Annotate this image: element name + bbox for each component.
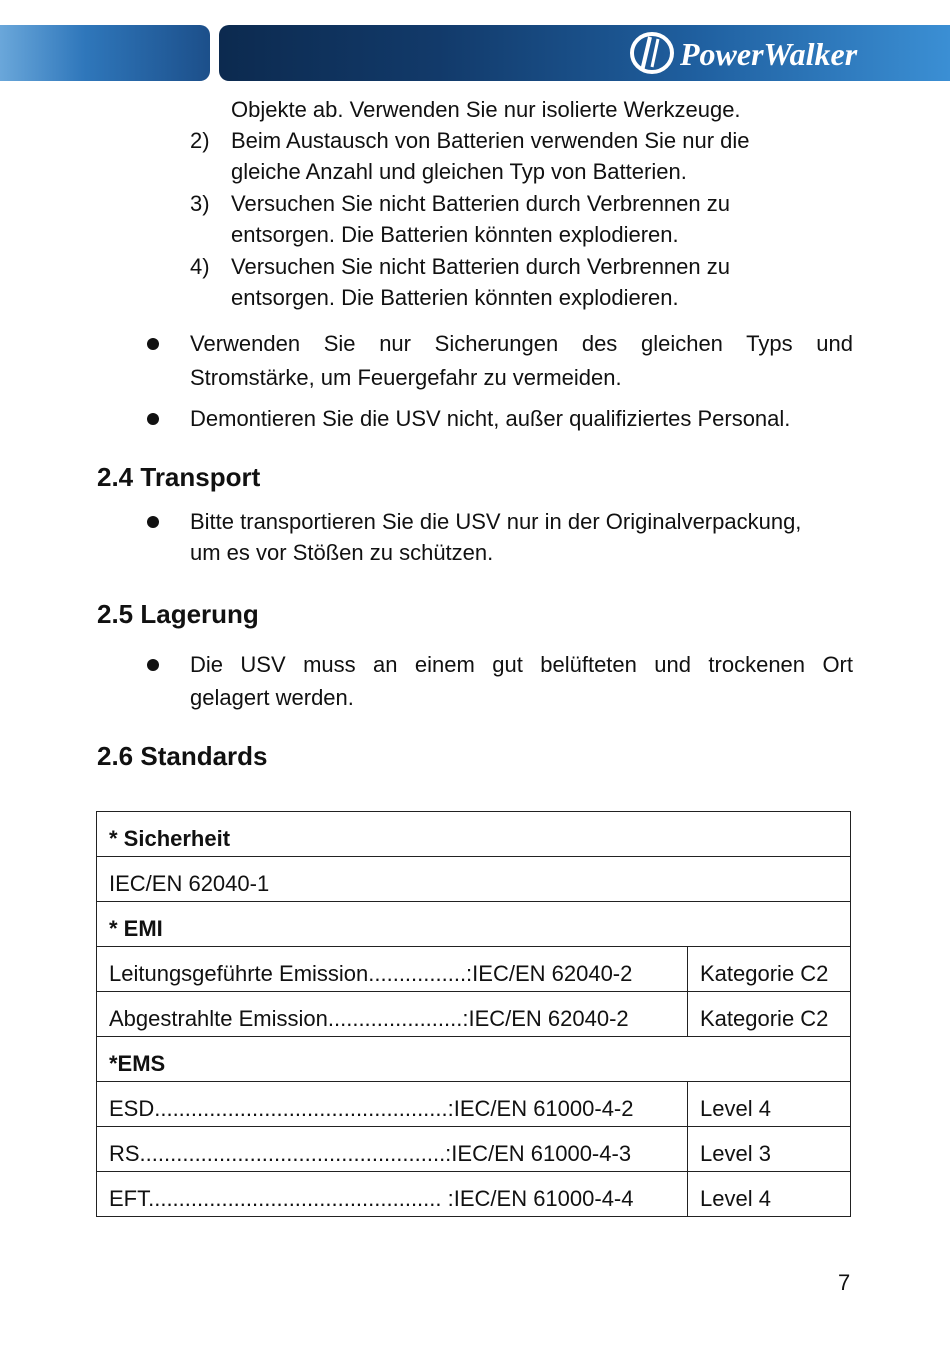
table-group-header: * Sicherheit [97,812,851,857]
section-heading-transport: 2.4 Transport [97,462,261,492]
list-number: 3) [190,191,210,216]
table-cell-level: Kategorie C2 [688,992,851,1037]
bullet-icon [147,516,159,528]
table-row [97,1172,851,1217]
bullet-text-line: gelagert werden. [190,685,354,710]
powerwalker-logo [628,29,938,77]
list-item-line: Versuchen Sie nicht Batterien durch Verbrennen zu [231,191,730,216]
bullet-icon [147,413,159,425]
table-cell: IEC/EN 62040-1 [97,857,851,902]
bullet-icon [147,338,159,350]
bullet-text-line: Die USV muss an einem gut belüfteten und trockenen Ort [190,652,853,677]
bullet-text-line: Stromstärke, um Feuergefahr zu vermeiden. [190,365,622,390]
section-heading-standards: 2.6 Standards [97,741,268,771]
bullet-text-line: Bitte transportieren Sie die USV nur in der Originalverpackung, [190,509,802,534]
list-number: 2) [190,128,210,153]
page-header [0,25,950,83]
svg-text:PowerWalker: PowerWalker [680,36,858,72]
table-row [97,1082,851,1127]
list-item-line: entsorgen. Die Batterien könnten explodieren. [231,285,679,310]
header-band-left [0,25,210,81]
table-cell-standard: Leitungsgeführte Emission................:IEC/EN 62040-2 [97,947,688,992]
bullet-icon [147,659,159,671]
bullet-text-line: Verwenden Sie nur Sicherungen des gleichen Typs und [190,331,853,356]
table-cell-level: Kategorie C2 [688,947,851,992]
table-row [97,992,851,1037]
table-group-header: *EMS [97,1037,851,1082]
list-continuation-line: Objekte ab. Verwenden Sie nur isolierte Werkzeuge. [231,97,741,122]
table-group-header: * EMI [97,902,851,947]
list-item-line: Versuchen Sie nicht Batterien durch Verbrennen zu [231,254,730,279]
table-cell-standard: EFT................................................ :IEC/EN 61000-4-4 [97,1172,688,1217]
bullet-text-line: um es vor Stößen zu schützen. [190,540,494,565]
list-item-line: Beim Austausch von Batterien verwenden Sie nur die [231,128,750,153]
bullet-text-line: Demontieren Sie die USV nicht, außer qualifiziertes Personal. [190,406,791,431]
standards-table [96,811,851,1217]
page-number: 7 [838,1270,851,1295]
table-cell-level: Level 4 [688,1172,851,1217]
table-row [97,902,851,947]
table-cell-standard: Abgestrahlte Emission......................:IEC/EN 62040-2 [97,992,688,1037]
section-heading-lagerung: 2.5 Lagerung [97,599,259,629]
logo-icon [628,29,938,77]
table-cell-standard: ESD................................................:IEC/EN 61000-4-2 [97,1082,688,1127]
table-row [97,947,851,992]
table-row [97,812,851,857]
list-item-line: gleiche Anzahl und gleichen Typ von Batterien. [231,159,687,184]
table-cell-standard: RS..................................................:IEC/EN 61000-4-3 [97,1127,688,1172]
table-row [97,1037,851,1082]
table-row [97,1127,851,1172]
list-item-line: entsorgen. Die Batterien könnten explodieren. [231,222,679,247]
table-cell-level: Level 3 [688,1127,851,1172]
table-cell-level: Level 4 [688,1082,851,1127]
list-number: 4) [190,254,210,279]
table-row [97,857,851,902]
